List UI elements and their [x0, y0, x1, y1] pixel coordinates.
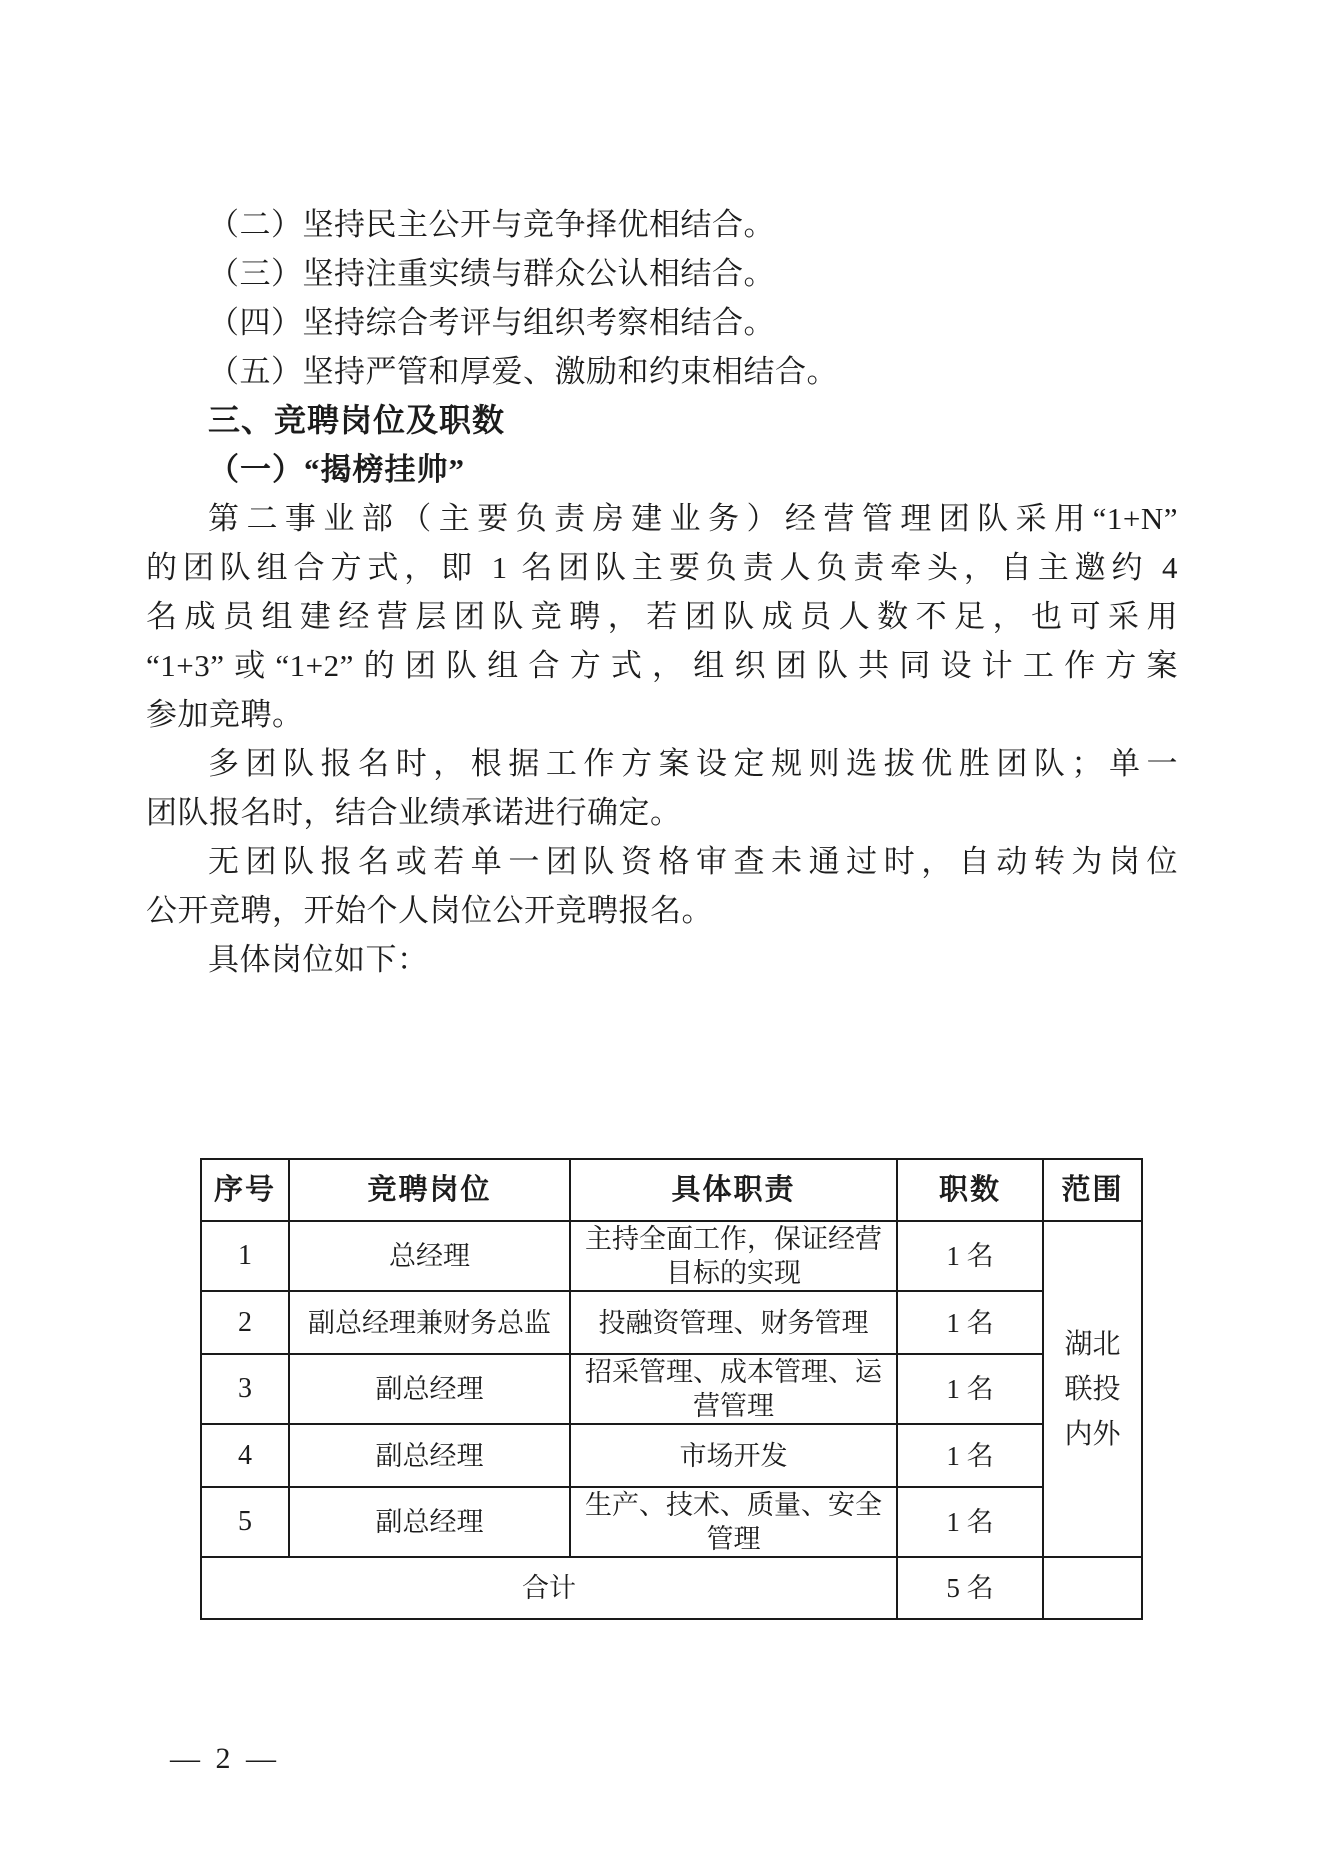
col-header-duty: 具体职责: [570, 1159, 897, 1221]
paragraph-line: “1+3”或“1+2”的团队组合方式，组织团队共同设计工作方案: [146, 648, 1178, 683]
section-heading: 三、竞聘岗位及职数: [208, 402, 506, 438]
cell-count: 1 名: [897, 1291, 1043, 1354]
positions-table: [200, 1158, 1143, 1620]
cell-count: 1 名: [897, 1221, 1043, 1291]
paragraph-line: 无团队报名或若单一团队资格审查未通过时，自动转为岗位: [208, 844, 1178, 879]
document-body: [146, 200, 1178, 984]
cell-scope-merged: [1043, 1221, 1142, 1557]
cell-total-count: 5 名: [897, 1557, 1043, 1619]
cell-post: 总经理: [289, 1221, 570, 1291]
principle-line-3: （三）坚持注重实绩与群众公认相结合。: [208, 256, 775, 291]
cell-duty: 招采管理、成本管理、运营管理: [570, 1354, 897, 1424]
col-header-scope: 范围: [1043, 1159, 1142, 1221]
col-header-post: 竞聘岗位: [289, 1159, 570, 1221]
paragraph-line: 公开竞聘，开始个人岗位公开竞聘报名。: [146, 893, 713, 928]
cell-post: 副总经理: [289, 1354, 570, 1424]
cell-count: 1 名: [897, 1354, 1043, 1424]
cell-duty: 主持全面工作，保证经营目标的实现: [570, 1221, 897, 1291]
cell-post: 副总经理兼财务总监: [289, 1291, 570, 1354]
paragraph-line: 第二事业部（主要负责房建业务）经营管理团队采用“1+N”: [208, 501, 1178, 536]
paragraph-line: 名成员组建经营层团队竞聘，若团队成员人数不足，也可采用: [146, 599, 1178, 634]
cell-index: 5: [201, 1487, 289, 1557]
cell-total-label: 合计: [201, 1557, 897, 1619]
table-row: [201, 1424, 1142, 1487]
paragraph-line: 的团队组合方式，即 1 名团队主要负责人负责牵头，自主邀约 4: [146, 550, 1178, 585]
table-row: [201, 1354, 1142, 1424]
subsection-heading: （一）“揭榜挂帅”: [208, 452, 465, 487]
cell-index: 4: [201, 1424, 289, 1487]
cell-duty: 生产、技术、质量、安全管理: [570, 1487, 897, 1557]
table-row: [201, 1487, 1142, 1557]
cell-index: 2: [201, 1291, 289, 1354]
paragraph-line: 团队报名时，结合业绩承诺进行确定。: [146, 795, 682, 830]
principle-line-2: （二）坚持民主公开与竞争择优相结合。: [208, 207, 775, 242]
table-header-row: [201, 1159, 1142, 1221]
table-row: [201, 1291, 1142, 1354]
cell-count: 1 名: [897, 1487, 1043, 1557]
principle-line-4: （四）坚持综合考评与组织考察相结合。: [208, 305, 775, 340]
page-number: — 2 —: [170, 1742, 280, 1775]
cell-count: 1 名: [897, 1424, 1043, 1487]
cell-total-scope: [1043, 1557, 1142, 1619]
table-total-row: [201, 1557, 1142, 1619]
scope-text: 湖北联投内外: [1064, 1328, 1121, 1450]
cell-post: 副总经理: [289, 1424, 570, 1487]
cell-post: 副总经理: [289, 1487, 570, 1557]
table-row: [201, 1221, 1142, 1291]
cell-index: 1: [201, 1221, 289, 1291]
col-header-count: 职数: [897, 1159, 1043, 1221]
paragraph-line: 具体岗位如下：: [208, 942, 429, 977]
cell-index: 3: [201, 1354, 289, 1424]
col-header-index: 序号: [201, 1159, 289, 1221]
cell-duty: 市场开发: [570, 1424, 897, 1487]
paragraph-line: 多团队报名时，根据工作方案设定规则选拔优胜团队；单一: [208, 746, 1178, 781]
paragraph-line: 参加竞聘。: [146, 697, 304, 732]
cell-duty: 投融资管理、财务管理: [570, 1291, 897, 1354]
principle-line-5: （五）坚持严管和厚爱、激励和约束相结合。: [208, 354, 838, 389]
